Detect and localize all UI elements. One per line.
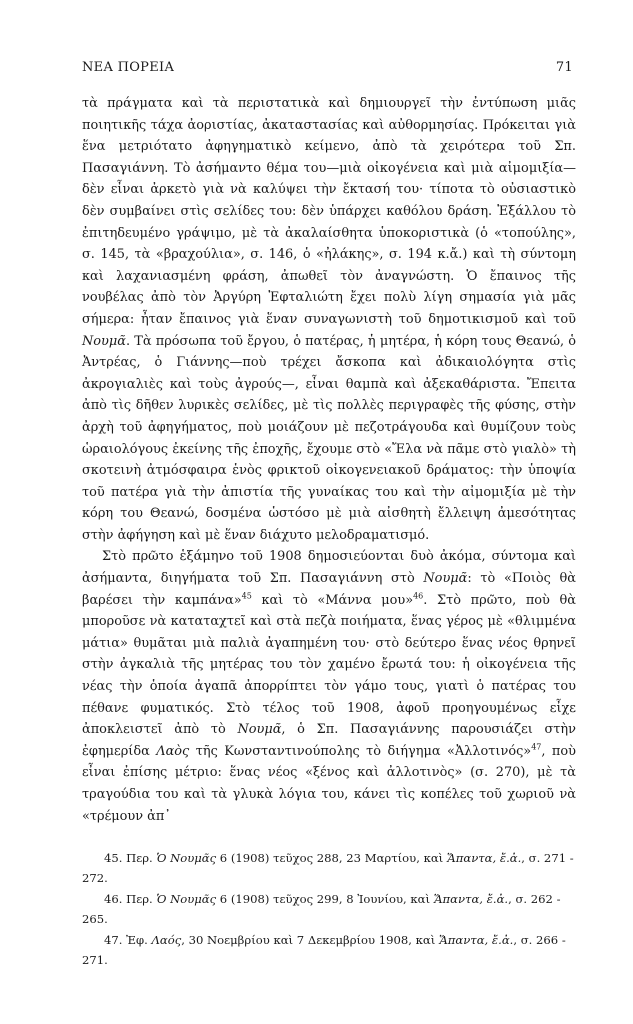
footnote-ref-46: 46 (413, 591, 424, 601)
footnote-text: 45. Περ. (104, 851, 157, 865)
body-text (82, 93, 576, 827)
paragraph-2-text-3: καὶ τὸ «Μάννα μου» (251, 592, 414, 608)
footnote-text: 6 (1908) τεῦχος 288, 23 Μαρτίου, καὶ (216, 851, 447, 865)
footnote-italic-source: Ὁ Νουμᾶς (156, 851, 217, 865)
footnote-italic-source: Ἅπαντα, ἔ.ἀ. (438, 933, 514, 947)
journal-title-noumas: Νουμᾶ (82, 333, 126, 349)
paragraph-2 (82, 546, 576, 827)
paragraph-2-text-7: , ποὺ εἶναι ἐπίσης μέτριο: ἕνας νέος «ξένος καὶ ἀλλοτινὸς» (σ. 270), μὲ τὰ τραγούδια του καὶ τὰ γλυκὰ λόγια του, κάνει τὶς κοπέλες τοῦ χωριοῦ νὰ «τρέμουν ἀπ᾽ (82, 743, 576, 824)
paragraph-1 (82, 93, 576, 546)
footnote-text: , σ. 262 - 265. (82, 892, 561, 926)
footnote-ref-47: 47 (531, 742, 542, 752)
footnote-text: 46. Περ. (104, 892, 157, 906)
paragraph-2-text-6: τῆς Κωνσταντινούπολης τὸ διήγημα «Ἀλλοτινός» (189, 743, 532, 759)
page-number: 71 (555, 60, 573, 75)
paragraph-2-text-1: Στὸ πρῶτο ἑξάμηνο τοῦ 1908 δημοσιεύονται δυὸ ἀκόμα, σύντομα καὶ ἀσήμαντα, διηγήματα τοῦ Σπ. Πασαγιάννη στὸ (82, 549, 576, 587)
paragraph-1-text-1: τὰ πράγματα καὶ τὰ περιστατικὰ καὶ δημιουργεῖ τὴν ἐντύπωση μιᾶς ποιητικῆς τάχα ἀοριστίας, ἀκαταστασίας καὶ αὐθορμησίας. Πρόκειται γιὰ ἕνα μετριότατο ἀφηγηματικὸ κείμενο, ἀπὸ τὰ χειρότερα τοῦ Σπ. Πασαγιάννη. Τὸ ἀσήμαντο θέμα του—μιὰ οἰκογένεια καὶ μιὰ αἰμομιξία—δὲν εἶναι ἀρκετὸ γιὰ νὰ καλύψει τὴν ἔκτασή του· τίποτα τὸ οὐσιαστικὸ δὲν συμβαίνει στὶς σελίδες του: δὲν ὑπάρχει καθόλου δράση. Ἐξάλλου τὸ ἐπιτηδευμένο γράψιμο, μὲ τὰ ἀκαλαίσθητα ὑποκοριστικὰ (ὁ «τοπούλης», σ. 145, τὰ «βραχούλια», σ. 146, ὁ «ἠλάκης», σ. 194 κ.ἄ.) καὶ τὴ σύντομη καὶ λαχανιασμένη φράση, ἀπωθεῖ τὸν ἀναγνώστη. Ὁ ἔπαινος τῆς νουβέλας ἀπὸ τὸν Ἀργύρη Ἐφταλιώτη ἔχει πολὺ λίγη σημασία γιὰ μᾶς σήμερα: ἦταν ἔπαινος γιὰ ἕναν συναγωνιστὴ τοῦ δημοτικισμοῦ καὶ τοῦ (82, 96, 576, 327)
footnote-italic-source: Λαός (151, 933, 182, 947)
newspaper-title-laos: Λαὸς (156, 743, 190, 759)
footnote-47 (82, 930, 576, 970)
footnote-text: , σ. 266 - 271. (82, 933, 566, 967)
paragraph-2-text-5: , ὁ Σπ. Πασαγιάννης παρουσιάζει στὴν ἐφημερίδα (82, 722, 576, 759)
footnote-46 (82, 889, 576, 929)
paragraph-2-text-2: : τὸ «Ποιὸς θὰ βαρέσει τὴν καμπάνα» (82, 571, 577, 608)
footnote-45 (82, 848, 576, 888)
footnote-text: , 30 Νοεμβρίου καὶ 7 Δεκεμβρίου 1908, καὶ (181, 933, 439, 947)
footnote-text: 47. Ἐφ. (104, 933, 152, 947)
footnote-italic-source: Ἅπαντα, ἔ.ἀ. (433, 892, 509, 906)
footnote-italic-source: Ὁ Νουμᾶς (156, 892, 217, 906)
running-title: ΝΕΑ ΠΟΡΕΙΑ (82, 60, 175, 75)
footnote-text: 6 (1908) τεῦχος 299, 8 Ἰουνίου, καὶ (216, 892, 434, 906)
footnotes (82, 848, 576, 971)
journal-title-noumas: Νουμᾶ (237, 722, 282, 738)
running-head (82, 60, 573, 78)
paragraph-2-text-4: . Στὸ πρῶτο, ποὺ θὰ μποροῦσε νὰ καταταχτεῖ καὶ στὰ πεζὰ ποιήματα, ἕνας γέρος μὲ «θλιμμένα μάτια» θυμᾶται μιὰ παλιὰ ἀγαπημένη του· στὸ δεύτερο ἕνας νέος θρηνεῖ στὴν ἀγκαλιὰ τῆς μητέρας του τὸν χαμένο ἔρωτά του: ἡ οἰκογένεια τῆς νέας τὴν ὁποία ἀγαπᾶ ἀπορρίπτει τὸν γάμο τους, γιατὶ ὁ πατέρας του πέθανε φυματικός. Στὸ τέλος τοῦ 1908, ἀφοῦ προηγουμένως εἶχε ἀποκλειστεῖ ἀπὸ τὸ (82, 592, 576, 738)
journal-title-noumas: Νουμᾶ (423, 571, 468, 587)
footnote-ref-45: 45 (241, 591, 252, 601)
footnote-italic-source: Ἅπαντα, ἔ.ἀ. (446, 851, 522, 865)
paragraph-1-text-2: . Τὰ πρόσωπα τοῦ ἔργου, ὁ πατέρας, ἡ μητέρα, ἡ κόρη τους Θεανώ, ὁ Ἀντρέας, ὁ Γιάννης—ποὺ τρέχει ἄσκοπα καὶ ἀδικαιολόγητα στὶς ἀκρογιαλιὲς καὶ τοὺς ἀγρούς—, εἶναι θαμπὰ καὶ ἀξεκαθάριστα. Ἔπειτα ἀπὸ τὶς δῆθεν λυρικὲς σελίδες, μὲ τὶς πολλὲς περιγραφὲς τῆς φύσης, στὴν ἀρχὴ τοῦ ἀφηγήματος, ποὺ μοιάζουν μὲ πεζοτράγουδα καὶ θυμίζουν τοὺς ὡραιολόγους ἐκείνης τῆς ἐποχῆς, ἔχουμε στὸ «Ἔλα νὰ πᾶμε στὸ γιαλὸ» τὴ σκοτεινὴ ἀτμόσφαιρα ἑνὸς φρικτοῦ οἰκογενειακοῦ δράματος: τὴν ὑποψία τοῦ πατέρα γιὰ τὴν ἀπιστία τῆς γυναίκας του καὶ τὴν αἰμομιξία μὲ τὴν κόρη του Θεανώ, δοσμένα ὡστόσο μὲ μιὰ αἰσθητὴ ἔλλειψη ἀμεσότητας στὴν ἀφήγηση καὶ μὲ ἕναν διάχυτο μελοδραματισμό. (82, 333, 576, 543)
footnote-text: , σ. 271 - 272. (82, 851, 574, 885)
